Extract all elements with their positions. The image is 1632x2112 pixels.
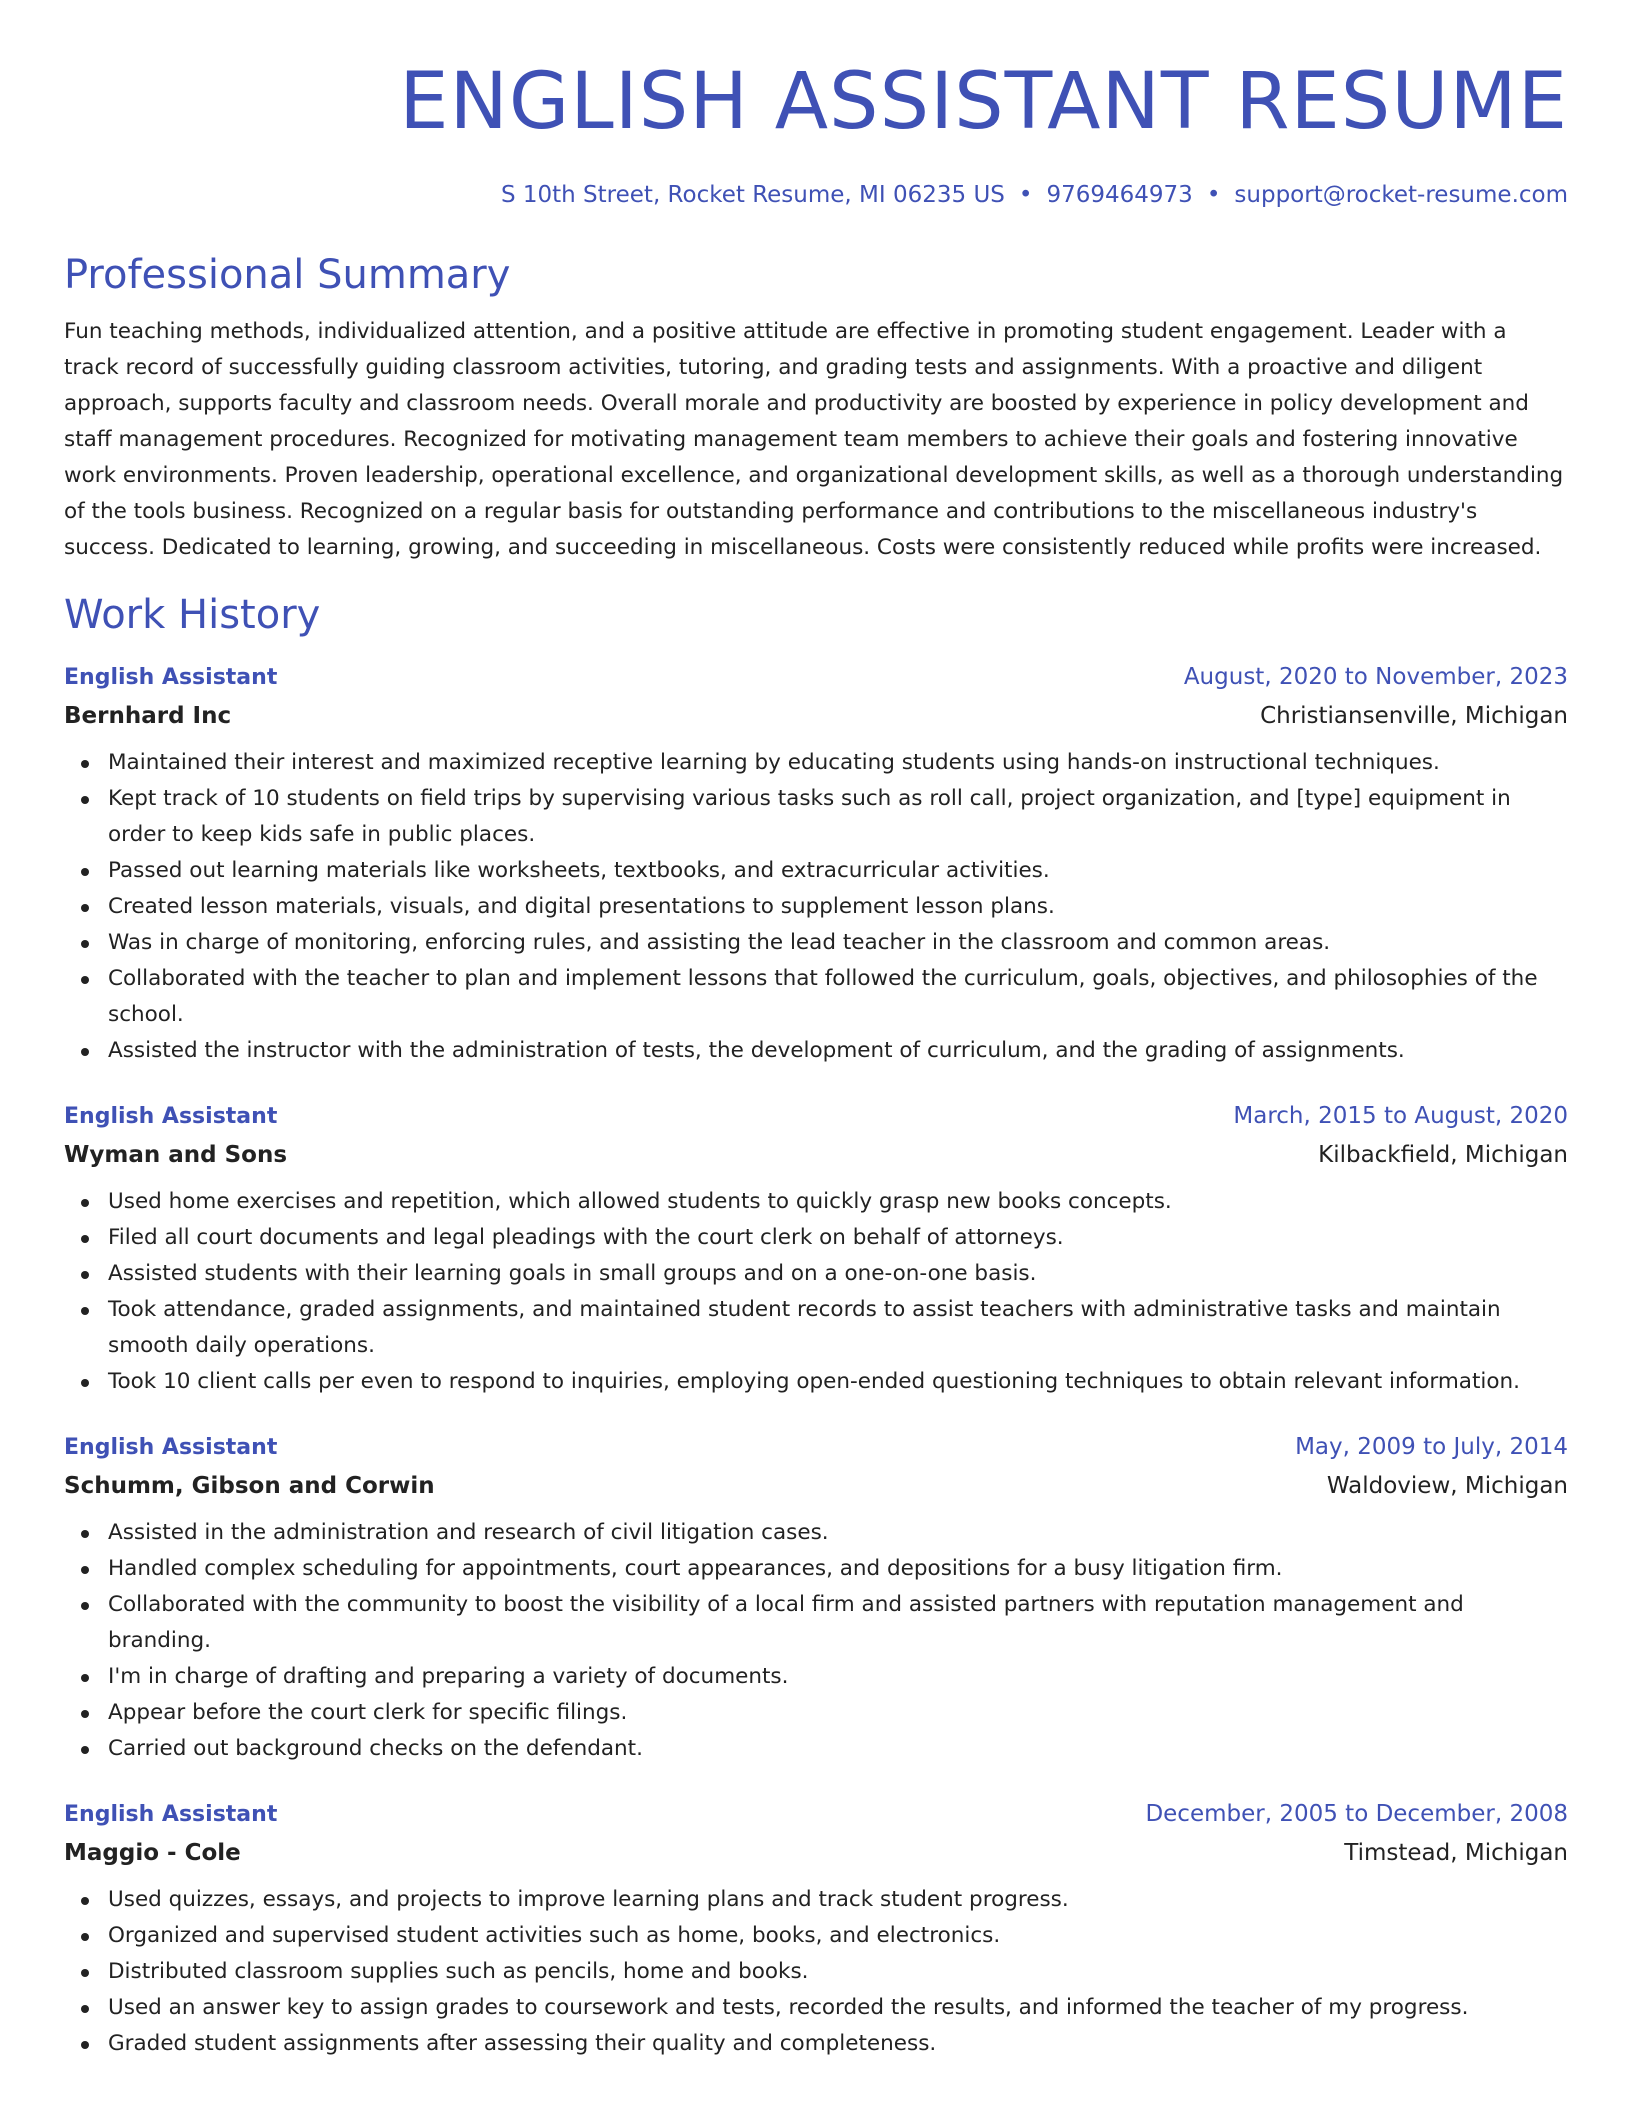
job-title: English Assistant [64,665,278,690]
job-dates: May, 2009 to July, 2014 [1295,1434,1568,1460]
job-dates: December, 2005 to December, 2008 [1145,1801,1568,1827]
contact-address: S 10th Street, Rocket Resume, MI 06235 US [500,182,1005,208]
list-item: Filed all court documents and legal pleadings with the court clerk on behalf of attorneys. [108,1220,1568,1256]
list-item: Assisted the instructor with the administration of tests, the development of curriculum, and the grading of assignments. [108,1033,1568,1069]
list-item: Graded student assignments after assessing their quality and completeness. [108,2026,1568,2062]
list-item: Kept track of 10 students on field trips by supervising various tasks such as roll call, project organization, and [type] equipment in order to keep kids safe in public places. [108,781,1568,853]
list-item: Appear before the court clerk for specific filings. [108,1695,1568,1731]
job-header-row [64,1097,1568,1136]
job-header-row [64,658,1568,697]
job-title: English Assistant [64,1104,278,1129]
job-company-row [64,1834,1568,1872]
summary-text: Fun teaching methods, individualized attention, and a positive attitude are effective in promoting student engagement. Leader with a track record of successfully guiding classroom activities, tutoring, and grading tests and assignments. With a proactive and diligent approach, supports faculty and classroom needs. Overall morale and productivity are boosted by experience in policy development and staff management procedures. Recognized for motivating management team members to achieve their goals and fostering innovative work environments. Proven leadership, operational excellence, and organizational development skills, as well as a thorough understanding of the tools business. Recognized on a regular basis for outstanding performance and contributions to the miscellaneous industry's success. Dedicated to learning, growing, and succeeding in miscellaneous. Costs were consistently reduced while profits were increased. [64,319,1564,560]
job-company-row [64,697,1568,735]
list-item: Used quizzes, essays, and projects to improve learning plans and track student progress. [108,1882,1568,1918]
job-company-row [64,1467,1568,1505]
job-company: Wyman and Sons [64,1142,288,1168]
job-location: Christiansenville, Michigan [1260,703,1568,729]
job-bullets [64,1515,1568,1767]
job-location: Waldoview, Michigan [1326,1473,1568,1499]
job-entry [64,658,1568,1069]
list-item: Took 10 client calls per even to respond to inquiries, employing open-ended questioning techniques to obtain relevant information. [108,1364,1568,1400]
job-header-row [64,1428,1568,1467]
job-location: Timstead, Michigan [1344,1840,1568,1866]
list-item: Collaborated with the community to boost the visibility of a local firm and assisted partners with reputation management and branding. [108,1587,1568,1659]
contact-separator: • [1018,182,1033,208]
list-item: Assisted in the administration and research of civil litigation cases. [108,1515,1568,1551]
job-dates: March, 2015 to August, 2020 [1233,1103,1568,1129]
job-entry [64,1795,1568,2062]
list-item: Carried out background checks on the defendant. [108,1731,1568,1767]
list-item: Took attendance, graded assignments, and maintained student records to assist teachers with administrative tasks and maintain smooth daily operations. [108,1292,1568,1364]
list-item: Was in charge of monitoring, enforcing rules, and assisting the lead teacher in the classroom and common areas. [108,925,1568,961]
work-history-heading: Work History [64,592,321,638]
list-item: Created lesson materials, visuals, and digital presentations to supplement lesson plans. [108,889,1568,925]
job-title: English Assistant [64,1435,278,1460]
list-item: Passed out learning materials like worksheets, textbooks, and extracurricular activities. [108,853,1568,889]
list-item: Used home exercises and repetition, which allowed students to quickly grasp new books concepts. [108,1184,1568,1220]
contact-line [64,180,1568,210]
list-item: Handled complex scheduling for appointments, court appearances, and depositions for a busy litigation firm. [108,1551,1568,1587]
job-header-row [64,1795,1568,1834]
job-entry [64,1428,1568,1767]
list-item: Organized and supervised student activities such as home, books, and electronics. [108,1918,1568,1954]
job-title: English Assistant [64,1802,278,1827]
list-item: Used an answer key to assign grades to coursework and tests, recorded the results, and informed the teacher of my progress. [108,1990,1568,2026]
job-bullets [64,745,1568,1069]
summary-heading: Professional Summary [64,252,511,298]
contact-phone: 9769464973 [1046,182,1193,208]
job-company: Maggio - Cole [64,1840,241,1866]
list-item: Distributed classroom supplies such as pencils, home and books. [108,1954,1568,1990]
list-item: I'm in charge of drafting and preparing a variety of documents. [108,1659,1568,1695]
resume-title: ENGLISH ASSISTANT RESUME [399,57,1568,147]
list-item: Collaborated with the teacher to plan and implement lessons that followed the curriculum, goals, objectives, and philosophies of the school. [108,961,1568,1033]
resume-header [64,0,1568,210]
contact-separator: • [1206,182,1221,208]
job-location: Kilbackfield, Michigan [1318,1142,1568,1168]
job-company: Bernhard Inc [64,703,232,729]
job-entry [64,1097,1568,1400]
job-company: Schumm, Gibson and Corwin [64,1473,435,1499]
list-item: Assisted students with their learning goals in small groups and on a one-on-one basis. [108,1256,1568,1292]
job-bullets [64,1184,1568,1400]
list-item: Maintained their interest and maximized receptive learning by educating students using hands-on instructional techniques. [108,745,1568,781]
job-dates: August, 2020 to November, 2023 [1183,664,1568,690]
job-bullets [64,1882,1568,2062]
contact-email[interactable]: support@rocket-resume.com [1234,182,1568,208]
job-company-row [64,1136,1568,1174]
